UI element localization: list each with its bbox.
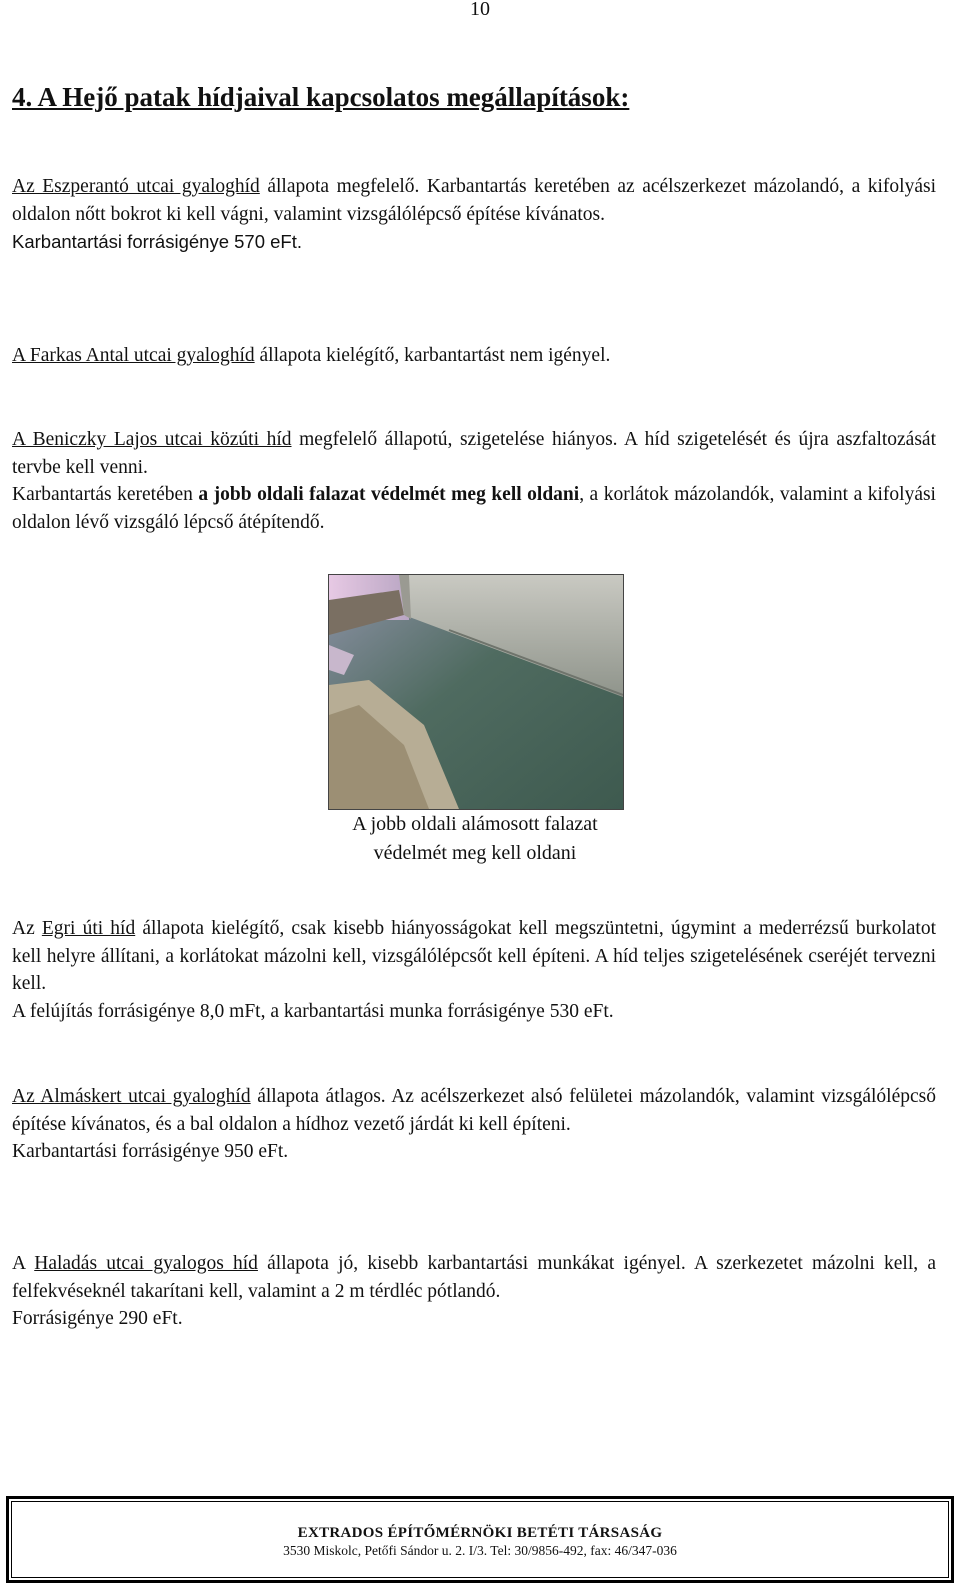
bridge-text: megfelelő állapotú, szigetelése hiányos. A híd szigetelését és újra aszfaltozását tervbe kell venni. xyxy=(12,429,937,478)
photo-caption-line2: védelmét meg kell oldani xyxy=(373,842,577,864)
bridge-paragraph-farkas-antal xyxy=(12,342,936,370)
maintenance-rest: , a korlátok mázolandók, valamint a kifolyási oldalon lévő vizsgáló lépcső átépítendő. xyxy=(12,484,936,533)
bridge-name: Egri úti híd xyxy=(41,918,136,939)
bridge-name: A Beniczky Lajos utcai közúti híd xyxy=(12,429,292,450)
bridge-photo xyxy=(328,574,624,810)
bridge-name: Haladás utcai gyalogos híd xyxy=(34,1253,258,1274)
bridge-paragraph-eszperanto xyxy=(12,173,936,257)
bridge-prefix: Az xyxy=(12,918,42,939)
bridge-cost: Forrásigénye 290 eFt. xyxy=(12,1308,183,1329)
company-name: EXTRADOS ÉPÍTŐMÉRNÖKI BETÉTI TÁRSASÁG xyxy=(297,1525,663,1541)
bridge-cost: A felújítás forrásigénye 8,0 mFt, a karbantartási munka forrásigénye 530 eFt. xyxy=(12,1000,614,1022)
bridge-text: állapota kielégítő, karbantartást nem igényel. xyxy=(254,345,611,366)
bridge-text: állapota megfelelő. Karbantartás keretében az acélszerkezet mázolandó, a kifolyási oldalon nőtt bokrot ki kell vágni, valamint vizsgálólépcső építése kívánatos. xyxy=(12,176,936,225)
bridge-name: A Farkas Antal utcai gyaloghíd xyxy=(12,345,255,366)
bridge-paragraph-haladas xyxy=(12,1250,936,1333)
photo-caption-line1: A jobb oldali alámosott falazat xyxy=(352,813,598,835)
bridge-name: Az Almáskert utcai gyaloghíd xyxy=(12,1086,251,1107)
maintenance-intro: Karbantartás keretében xyxy=(12,484,199,505)
bridge-text: állapota jó, kisebb karbantartási munkákat igényel. A szerkezetet mázolni kell, a felfekvéseknél takarítani kell, valamint a 2 m térdléc pótlandó. xyxy=(12,1253,937,1302)
bridge-text: állapota kielégítő, csak kisebb hiányosságokat kell megszüntetni, úgymint a mederrézsű burkolatot kell helyre állítani, a korlátokat mázolni kell, vizsgálólépcsőt kell építeni. A híd teljes szigetelésének cseréjét tervezni kell. xyxy=(12,918,936,994)
bridge-cost: Karbantartási forrásigénye 950 eFt. xyxy=(12,1141,289,1162)
section-heading: 4. A Hejő patak hídjaival kapcsolatos megállapítások: xyxy=(12,82,630,112)
bridge-text: állapota átlagos. Az acélszerkezet alsó felületei mázolandók, valamint vizsgálólépcső építése kívánatos, és a bal oldalon a hídhoz vezető járdát ki kell építeni. xyxy=(12,1086,936,1135)
company-footer xyxy=(6,1496,954,1583)
page-number: 10 xyxy=(470,0,490,20)
bridge-paragraph-almaskert xyxy=(12,1083,936,1166)
maintenance-emphasis: a jobb oldali falazat védelmét meg kell oldani xyxy=(198,484,580,505)
company-address: 3530 Miskolc, Petőfi Sándor u. 2. I/3. Tel: 30/9856-492, fax: 46/347-036 xyxy=(283,1543,677,1558)
bridge-cost: Karbantartási forrásigénye 570 eFt. xyxy=(12,231,302,252)
bridge-name: Az Eszperantó utcai gyaloghíd xyxy=(12,176,260,197)
bridge-prefix: A xyxy=(12,1253,35,1274)
bridge-paragraph-egri-ut xyxy=(12,915,936,1025)
bridge-paragraph-beniczky xyxy=(12,426,936,536)
photo-caption xyxy=(280,810,670,868)
